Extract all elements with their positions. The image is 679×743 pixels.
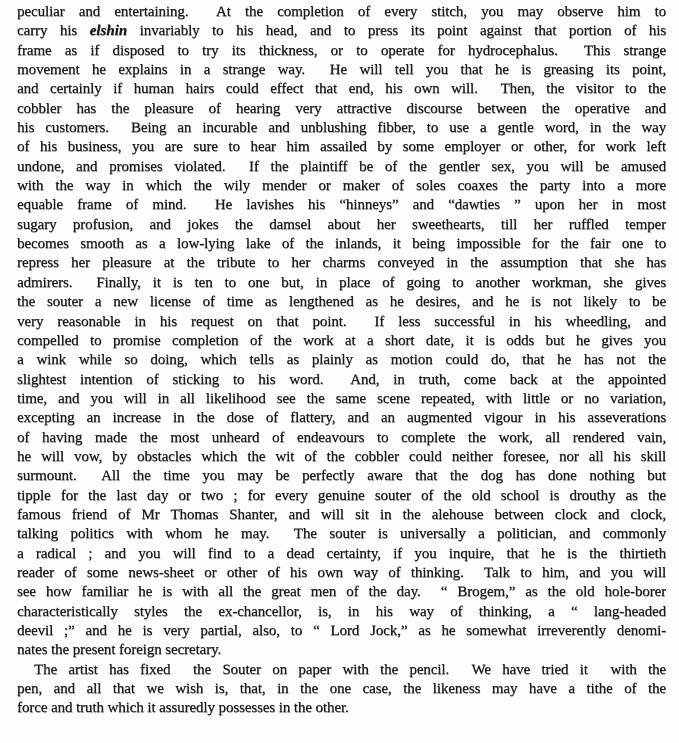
text-segment: tipple for the last day or two ; for every genuine souter of the old school is drouthy as the xyxy=(17,487,666,504)
text-line xyxy=(17,487,666,506)
text-segment: he will vow, by obstacles which the wit of the cobbler could neither foresee, nor all his skill xyxy=(17,448,666,465)
text-segment: reader of some news-sheet or other of his own way of thinking. Talk to him, and you will xyxy=(17,564,666,581)
text-line xyxy=(17,545,666,564)
text-line xyxy=(17,254,666,273)
text-line xyxy=(17,177,666,196)
text-line xyxy=(17,61,666,80)
text-segment: of his business, you are sure to hear him assailed by some employer or other, for work left xyxy=(17,139,666,156)
text-segment: characteristically styles the ex-chancellor, is, in his way of thinking, a “ lang-headed xyxy=(17,603,666,620)
text-segment: pen, and all that we wish is, that, in the one case, the likeness may have a tithe of the xyxy=(17,681,666,698)
text-segment: invariably to his head, and to press its point against that portion of his xyxy=(127,23,666,40)
text-segment: undone, and promises violated. If the plaintiff be of the gentler sex, you will be amused xyxy=(17,158,666,175)
text-segment: his customers. Being an incurable and unblushing fibber, to use a gentle word, in the way xyxy=(17,120,666,137)
text-line xyxy=(17,371,666,390)
text-line xyxy=(17,603,666,622)
text-segment: becomes smooth as a low-lying lake of the inlands, it being impossible for the fair one to xyxy=(17,236,666,253)
text-line xyxy=(17,3,666,22)
text-segment: famous friend of Mr Thomas Shanter, and will sit in the alehouse between clock and clock, xyxy=(17,506,666,523)
text-line xyxy=(17,409,666,428)
italic-word: elshin xyxy=(89,23,128,40)
text-line xyxy=(17,158,666,177)
text-segment: very reasonable in his request on that point. If less successful in his wheedling, and xyxy=(17,313,666,330)
text-segment: a radical ; and you will find to a dead certainty, if you inquire, that he is the thirtieth xyxy=(17,545,666,562)
text-line xyxy=(17,680,666,699)
text-line xyxy=(17,661,666,680)
text-segment: peculiar and entertaining. At the completion of every stitch, you may observe him to xyxy=(17,4,666,20)
text-line xyxy=(17,390,666,409)
text-line xyxy=(17,42,666,61)
text-segment: talking politics with whom he may. The souter is universally a politician, and commonly xyxy=(17,526,666,543)
text-segment: The artist has fixed the Souter on paper with the pencil. We have tried it with the xyxy=(34,661,666,678)
text-line xyxy=(17,138,666,157)
text-line xyxy=(17,332,666,351)
text-line xyxy=(17,274,666,293)
text-segment: sugary profusion, and jokes the damsel about her sweethearts, till her ruffled temper xyxy=(17,216,666,233)
text-segment: excepting an increase in the dose of flattery, and an augmented vigour in his asseverations xyxy=(17,410,666,427)
text-line xyxy=(17,506,666,525)
text-segment: admirers. Finally, it is ten to one but, in place of going to another workman, she gives xyxy=(17,274,666,291)
text-segment: repress her pleasure at the tribute to her charms conveyed in the assumption that she has xyxy=(17,255,666,272)
text-segment: time, and you will in all likelihood see the same scene repeated, with little or no variation, xyxy=(17,390,666,407)
text-line xyxy=(17,351,666,370)
text-segment: and certainly if human hairs could effect that end, his own will. Then, the visitor to the xyxy=(17,81,666,98)
text-line xyxy=(17,119,666,138)
text-segment: equable frame of mind. He lavishes his “hinneys” and “dawties ” upon her in most xyxy=(17,197,666,214)
text-line xyxy=(17,313,666,332)
text-line xyxy=(17,641,666,660)
page-text xyxy=(17,3,666,719)
text-segment: nates the present foreign secretary. xyxy=(17,642,222,659)
text-line xyxy=(17,100,666,119)
text-line xyxy=(17,216,666,235)
text-segment: carry his xyxy=(17,23,90,40)
text-segment: of having made the most unheard of endeavours to complete the work, all rendered vain, xyxy=(17,429,666,446)
text-line xyxy=(17,699,666,718)
text-segment: slightest intention of sticking to his word. And, in truth, come back at the appointed xyxy=(17,371,666,388)
text-line xyxy=(17,583,666,602)
text-line xyxy=(17,622,666,641)
text-segment: movement he explains in a strange way. He will tell you that he is greasing its point, xyxy=(17,62,666,79)
text-segment: surmount. All the time you may be perfectly aware that the dog has done nothing but xyxy=(17,468,666,485)
text-segment: frame as if disposed to try its thickness, or to operate for hydrocephalus. This strange xyxy=(17,42,666,59)
text-line xyxy=(17,525,666,544)
text-segment: see how familiar he is with all the great men of the day. “ Brogem,” as the old hole-borer xyxy=(17,584,666,601)
text-line xyxy=(17,235,666,254)
text-line xyxy=(17,448,666,467)
text-segment: a wink while so doing, which tells as plainly as motion could do, that he has not the xyxy=(17,352,666,369)
text-line xyxy=(17,293,666,312)
text-line xyxy=(17,80,666,99)
text-line xyxy=(17,467,666,486)
text-line xyxy=(17,564,666,583)
text-segment: compelled to promise completion of the work at a short date, it is odds but he gives you xyxy=(17,332,666,349)
text-segment: deevil ;” and he is very partial, also, to “ Lord Jock,” as he somewhat irreverently denomi- xyxy=(17,623,666,639)
text-segment: force and truth which it assuredly possesses in the other. xyxy=(17,700,349,717)
text-segment: the souter a new license of time as lengthened as he desires, and he is not likely to be xyxy=(17,294,666,311)
text-segment: with the way in which the wily mender or maker of soles coaxes the party into a more xyxy=(17,178,666,195)
text-line xyxy=(17,22,666,41)
text-line xyxy=(17,429,666,448)
text-segment: cobbler has the pleasure of hearing very attractive discourse between the operative and xyxy=(17,100,666,117)
text-line xyxy=(17,196,666,215)
